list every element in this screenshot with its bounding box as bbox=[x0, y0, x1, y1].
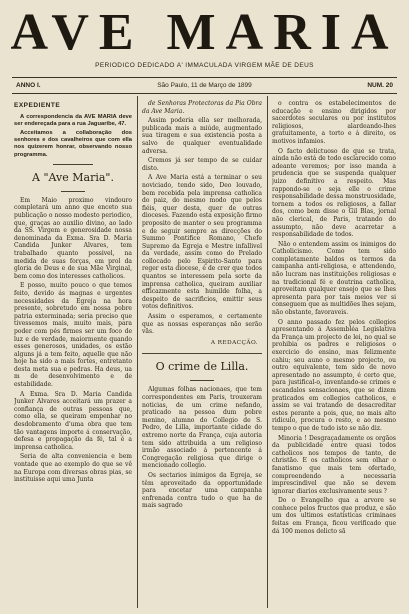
column-1 bbox=[14, 100, 132, 608]
article-paragraph: Em Maio proximo vindouro completará um anno que enceto sua publicação o nosso modesto periodico, que, graças ao auxilio divino, ao lado da SS. Virgem e generosidade nossa denominada da Exma. Sra D. Maria Candida Junker Alvares, tem trabalhado quanto possivel, na medida de suas forças, em prol da gloria de Deus e de sua Mãe Virginal, bem como dos interesses catholicos. bbox=[14, 196, 132, 280]
short-divider bbox=[61, 191, 85, 192]
article-headline-crime-de-lilla: O crime de Lilla. bbox=[155, 360, 249, 374]
article-paragraph: O facto delictuoso de que se trata, ainda não está de todo esclarecido como adeante veremos; por isso manda a prudencia que se suspenda qualquer juizo definitivo a respeito. Mas rappondo-se o seja elle o crime responsabilidade dessa monstruosidade, tornem a todos os religiosos, a fallar dos, como bem disse o Gil Blas, jornal não clerical, de Paris, tratando do assumpto, não deve acarretar a responsabilidade de todos. bbox=[272, 147, 396, 239]
section-label-expediente: EXPEDIENTE bbox=[14, 102, 61, 109]
article-paragraph: O anno passado fez pelos collegios apresentando á Assembléa Legislativa da França um projecto de lei, no qual se prohibia os padres e religiosos o exercicio do ensino, mas felizmente cahiu; seu auno o mesmo projecto, ou outro equivalente, tem sido de novo apresentado no assumpto, é certo que, para justifical-o, inventando-se crimes e escandalos sensacionaes, que se dizem praticados em collegios catholicos, e assim se vai tratando de desacreditar estes perante a pois, que, no mais alto ridiculo, procura o resto, e ao mesmo tempo o que de tudo isto se não diz. bbox=[272, 318, 396, 432]
article-paragraph: E posso, muito pouco o que temos feito, devido ás magnas e urgentes necessidades da Egreja na hora presente, sobretudo em nossa pobre patria exterminada; seria preciso que tivessemos mais, muito mais, para poder com pés firmes ser um foco de luz e de verdade, maiormente quando esses generosos, unidades, os estão alguns já a tem feito, aquelle que não hoje ha sido a mais fortes, entretanto desta meta sua e pedras. Ha deus, ua m de desenvolvimento e de estabilidade. bbox=[14, 282, 132, 389]
article-paragraph: Algumas folhas nacionaes, que tem correspondentes em Paris, trouxeram noticias, de um crime nefando, praticado na pessoa dum pobre menino, alumno do Collegio de S. Pedro, de Lilla, importante cidade do extremo norte da França, cuja autoria tem sido attribuida a um religioso irmão associado á pertencente á Congregação religiosa que dirige o mencionado collegio. bbox=[142, 386, 262, 470]
masthead-title: AVE MARIA bbox=[10, 4, 399, 61]
issue-number: NUM. 20 bbox=[367, 82, 393, 89]
masthead-rule-top bbox=[12, 77, 397, 78]
short-divider bbox=[190, 380, 214, 381]
article-divider bbox=[142, 353, 262, 354]
masthead-subtitle: PERIODICO DEDICADO A' IMMACULADA VIRGEM MÃE DE DEUS bbox=[95, 62, 314, 69]
article-paragraph: Cremos já ser tempo de se cuidar disto. bbox=[142, 157, 262, 172]
article-paragraph: Do o Evangelho qua a arvore se conhece pelos fructos que produz, e são um dos ultimos estatisticas criminaes feitas em França, ficou verificado que dá 100 menos delicto sã bbox=[272, 497, 396, 535]
masthead-rule-bottom bbox=[12, 93, 397, 94]
article-paragraph: Seria de alta conveniencia e bem vontade que ao exemplo do que se vê na Europa com diversas obras pias, se instituisse aqui uma Junta bbox=[14, 453, 132, 484]
article-paragraph: Assim o esperamos, e certamente que as nossas esperanças não serão vãs. bbox=[142, 313, 262, 336]
notice-paragraph: Acceitamos a collaboração dos senhores e dos cavalheiros que com ella nos quizerem honrar, observando nosso programma. bbox=[14, 130, 132, 158]
expediente-notice bbox=[14, 114, 132, 159]
column-2 bbox=[142, 100, 262, 608]
notice-paragraph: A correspondencia da AVE MARIA deve ser endereçada para a rua Jaguaribe, 47. bbox=[14, 113, 132, 127]
issue-info-bar bbox=[16, 82, 393, 92]
article-paragraph: Os sectarios inimigos da Egreja, se têm aproveitado da opportunidade para encetar uma campanha enfrenada contra tudo o que ha de mais sagrado bbox=[142, 471, 262, 510]
article-paragraph: A Exma. Sra D. Maria Candida Junker Alvares acceitará um prazer a confiança de outras pessoas que, como ella, se queiram empenhar no desdobramento d'uma obra que tem tão vantagens importe á conservação, defesa e propagação da fé, tal é a imprensa catholica. bbox=[14, 390, 132, 451]
issue-year: ANNO I. bbox=[16, 82, 41, 89]
article-headline-ave-maria: A "Ave Maria". bbox=[32, 170, 114, 184]
article-paragraph: Assim poderia ella ser melhorada, publicada mais a miúde, augmentado sua tiragem e sua existencia posta a salvo de qualquer eventualidade adversa. bbox=[142, 117, 262, 155]
article-paragraph: Minoria ! Desgraçadamente os orgãos da publicidade entre quasi todos catholicos nos tempos de tanto, de christão. E os catholicos sem olhar o fanatismo que mais tem ofertado, compreendendo a necessaria imprescindivel que não se devem ignorar diarios exclusivamente seus ? bbox=[272, 434, 396, 495]
article-continuation-italic: de Senhoras Protectoras da Pia Obra da Ave Maria. bbox=[142, 100, 262, 115]
column-3 bbox=[272, 100, 396, 608]
article-paragraph: A Ave Maria está a terminar o seu noviciado, tendo sido, Deo louvado, bem recebida pela imprensa catholica do paiz, do mesmo modo que pelos fiéis, quer desta, quer de outras dioceses. Fazendo esta exposição firmo proposito de manter o seu programma e de seguir sempre as direcções do Summo Pontifice Romano, Chefe Supremo da Egreja e Mestre infallivel da verdade, assim como do Prelado collocado pelo Espirito-Santo para reger esta diocese, é de crer que todos quantos se interessem pela sorte da imprensa catholica, queiram auxiliar efficazmente esta humilde folha, a despeito de sacrificios, emittir seus votos definitivos. bbox=[142, 174, 262, 311]
article-paragraph: Não o entendem assim os inimigos do Catholicismo. Como tem sido completamente baldos os termos da campanha anti-religiosa, e attendendo, não lucram nas instituições religiosas e na tradicional fé e doutrina catholica, aproveitam qualquer ensejo que se lhes apresenta para por tais meios ver si conseguem que as multidões lhes sejam, não obstante, favoraveis. bbox=[272, 240, 396, 317]
article-signature: A REDACÇÃO. bbox=[210, 339, 258, 346]
short-divider bbox=[53, 164, 93, 165]
column-divider-1 bbox=[137, 96, 138, 608]
article-paragraph: o contra os estabelecimentos de educação e ensino dirigidos por sacerdotes seculares ou por institutos religiosos, alardeando-lhes gratuitamente, a torto e á direito, os motivos infamios. bbox=[272, 100, 396, 145]
column-divider-2 bbox=[267, 96, 268, 608]
issue-place-date: São Paulo, 11 de Março de 1899 bbox=[157, 82, 252, 89]
